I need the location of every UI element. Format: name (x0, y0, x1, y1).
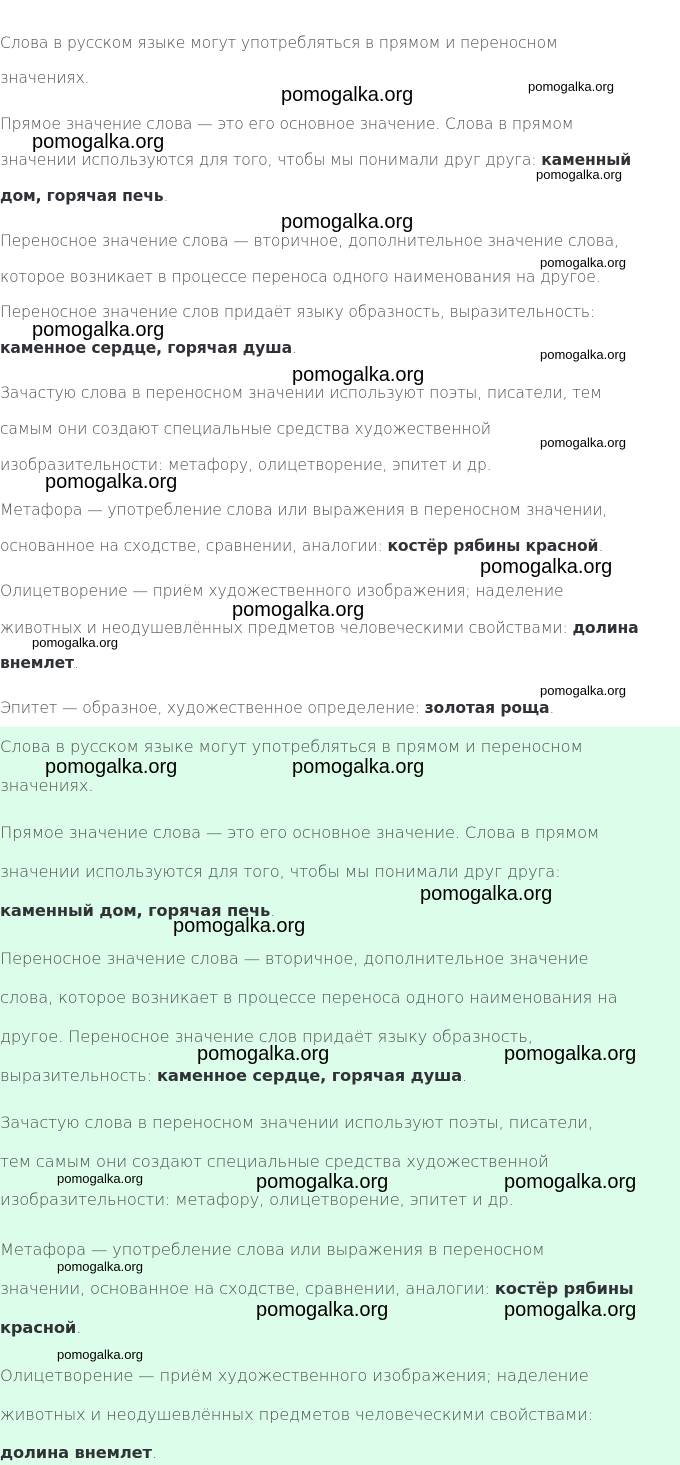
example-bold: каменное сердце, горячая душа (0, 339, 292, 357)
watermark-text: pomogalka.org (292, 756, 425, 778)
text-line: значении используются для того, чтобы мы понимали друг друга: каменный (0, 151, 632, 169)
example-bold: каменное сердце, горячая душа (157, 1066, 463, 1085)
watermark-text: pomogalka.org (45, 756, 178, 778)
text-line: слова, которое возникает в процессе переноса одного наименования на (0, 988, 618, 1007)
text-line: Метафора — употребление слова или выражения в переносном (0, 1240, 545, 1259)
watermark-text: pomogalka.org (540, 347, 626, 362)
text-line: Эпитет — образное, художественное определение: золотая роща. (0, 699, 555, 717)
text-line: Прямое значение слова — это его основное значение. Слова в прямом (0, 823, 600, 842)
text-line: выразительность: каменное сердце, горячая душа. (0, 1066, 468, 1085)
text-line: Слова в русском языке могут употребляться в прямом и переносном (0, 34, 558, 52)
watermark-text: pomogalka.org (420, 883, 553, 905)
watermark-text: pomogalka.org (528, 79, 614, 94)
text-line: каменный дом, горячая печь. (0, 901, 276, 920)
text-line: основанное на сходстве, сравнении, аналогии: костёр рябины красной. (0, 537, 604, 555)
text-line: значениях. (0, 69, 90, 87)
watermark-text: pomogalka.org (480, 556, 613, 578)
text-line: Прямое значение слова — это его основное значение. Слова в прямом (0, 115, 574, 133)
watermark-text: pomogalka.org (57, 1259, 143, 1274)
watermark-text: pomogalka.org (504, 1043, 637, 1065)
watermark-text: pomogalka.org (32, 131, 165, 153)
watermark-text: pomogalka.org (45, 471, 178, 493)
text-line: изобразительности: метафору, олицетворение, эпитет и др. (0, 1190, 514, 1209)
watermark-text: pomogalka.org (256, 1171, 389, 1193)
example-bold: внемлет (0, 654, 74, 672)
text-line: животных и неодушевлённых предметов человеческими свойствами: долина (0, 619, 639, 637)
text-line: долина внемлет. (0, 1443, 157, 1462)
text-line: внемлет. (0, 654, 79, 672)
watermark-text: pomogalka.org (232, 599, 365, 621)
example-bold: каменный дом, горячая печь (0, 901, 271, 920)
watermark-text: pomogalka.org (540, 255, 626, 270)
text-line: изобразительности: метафору, олицетворение, эпитет и др. (0, 456, 492, 474)
text-line: Зачастую слова в переносном значении используют поэты, писатели, тем (0, 384, 602, 402)
text-line: Олицетворение — приём художественного изображения; наделение (0, 1366, 589, 1385)
text-line: значении, основанное на сходстве, сравнении, аналогии: костёр рябины (0, 1279, 634, 1298)
text-line: животных и неодушевлённых предметов человеческими свойствами: (0, 1405, 594, 1424)
watermark-text: pomogalka.org (32, 319, 165, 341)
watermark-text: pomogalka.org (281, 84, 414, 106)
text-line: Зачастую слова в переносном значении используют поэты, писатели, (0, 1113, 593, 1132)
text-line: тем самым они создают специальные средства художественной (0, 1152, 549, 1171)
text-line: Олицетворение — приём художественного изображения; наделение (0, 582, 564, 600)
watermark-text: pomogalka.org (173, 915, 306, 937)
watermark-text: pomogalka.org (292, 364, 425, 386)
text-line: красной. (0, 1318, 82, 1337)
text-line: каменное сердце, горячая душа. (0, 339, 297, 357)
watermark-text: pomogalka.org (281, 211, 414, 233)
text-line: Переносное значение слова — вторичное, дополнительное значение (0, 949, 589, 968)
text-line: Переносное значение слов придаёт языку образность, выразительность: (0, 303, 595, 321)
text-line: дом, горячая печь. (0, 187, 169, 205)
watermark-text: pomogalka.org (504, 1299, 637, 1321)
text-line: Метафора — употребление слова или выражения в переносном значении, (0, 501, 608, 519)
example-bold: костёр рябины красной (387, 537, 599, 555)
watermark-text: pomogalka.org (197, 1043, 330, 1065)
example-bold: костёр рябины (494, 1279, 634, 1298)
text-line: Слова в русском языке могут употребляться в прямом и переносном (0, 737, 583, 756)
text-line: Переносное значение слова — вторичное, дополнительное значение слова, (0, 232, 619, 250)
example-bold: красной (0, 1318, 77, 1337)
watermark-text: pomogalka.org (32, 635, 118, 650)
text-line: другое. Переносное значение слов придаёт языку образность, (0, 1027, 533, 1046)
watermark-text: pomogalka.org (57, 1171, 143, 1186)
example-bold: дом, горячая печь (0, 187, 164, 205)
watermark-text: pomogalka.org (504, 1171, 637, 1193)
watermark-text: pomogalka.org (536, 167, 622, 182)
example-bold: долина внемлет (0, 1443, 152, 1462)
watermark-text: pomogalka.org (256, 1299, 389, 1321)
text-line: значении используются для того, чтобы мы понимали друг друга: (0, 862, 561, 881)
text-line: самым они создают специальные средства художественной (0, 420, 491, 438)
text-line: значениях. (0, 776, 94, 795)
example-bold: каменный (541, 151, 632, 169)
watermark-text: pomogalka.org (57, 1347, 143, 1362)
text-line: которое возникает в процессе переноса одного наименования на другое. (0, 268, 601, 286)
watermark-text: pomogalka.org (540, 435, 626, 450)
example-bold: золотая роща (424, 699, 550, 717)
example-bold: долина (572, 619, 639, 637)
watermark-text: pomogalka.org (540, 683, 626, 698)
